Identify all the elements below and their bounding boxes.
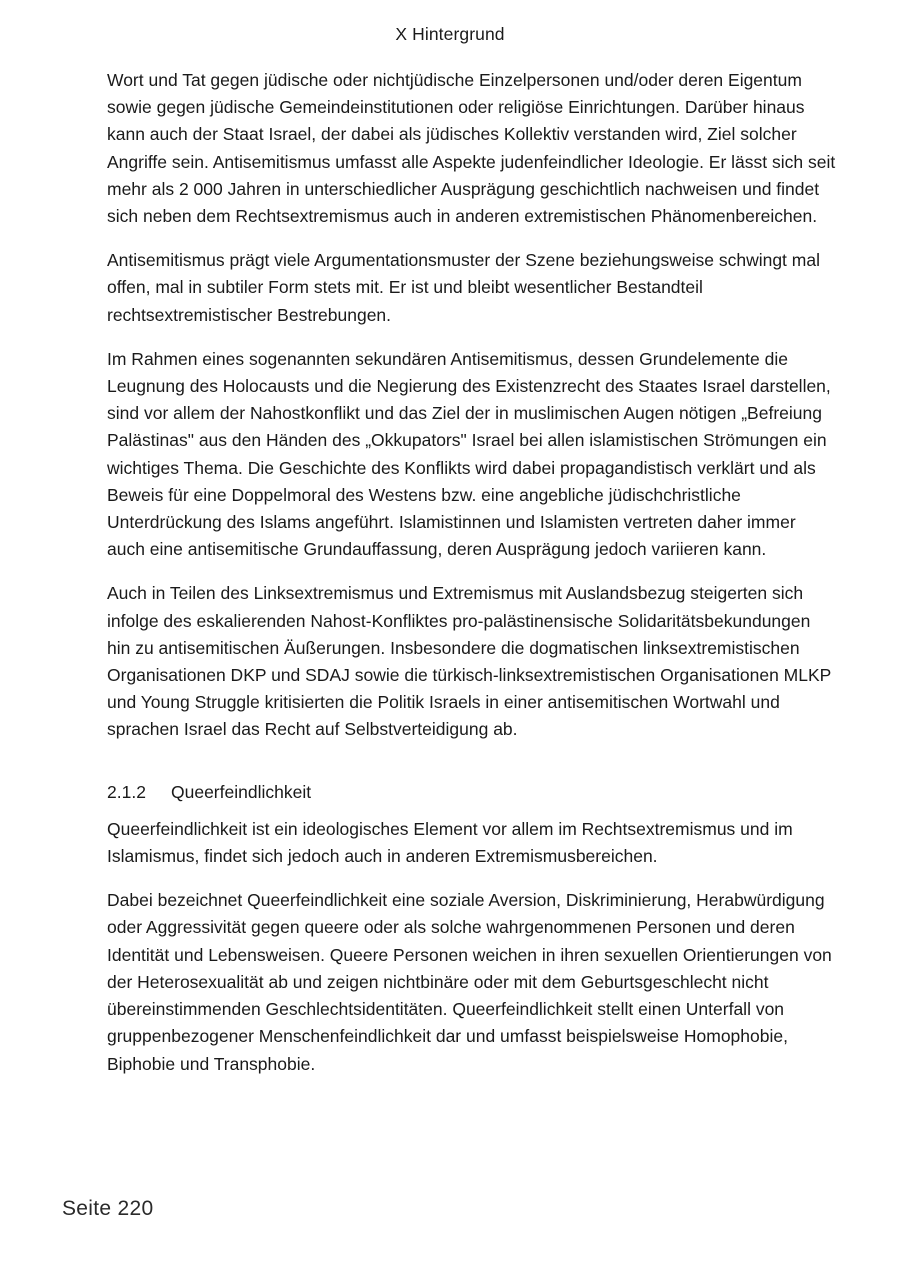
page-number: Seite 220 — [62, 1197, 154, 1220]
paragraph-secondary-antisemitism: Im Rahmen eines sogenannten sekundären Antisemitismus, dessen Grundelemente die Leugnung des Holocausts und die Negierung des Existenzrecht des Staates Israel darstellen, sind vor allem der Nahostkonflikt und das Ziel der in muslimischen Augen nötigen „Befreiung Palästinas" aus den Händen des „Okkupators" Israel bei allen islamistischen Strömungen ein wichtiges Thema. Die Geschichte des Konflikts wird dabei propagandistisch verklärt und als Beweis für eine Doppelmoral des Westens bzw. eine angebliche jüdischchristliche Unterdrückung des Islams angeführt. Islamistinnen und Islamisten vertreten daher immer auch eine antisemitische Grundauffassung, deren Ausprägung jedoch variieren kann. — [107, 348, 831, 560]
paragraph-antisemitism-definition: Wort und Tat gegen jüdische oder nichtjüdische Einzelpersonen und/oder deren Eigentum sowie gegen jüdische Gemeindeinstitutionen oder religiöse Einrichtungen. Darüber hinaus kann auch der Staat Israel, der dabei als jüdisches Kollektiv verstanden wird, Ziel solcher Angriffe sein. Antisemitismus umfasst alle Aspekte judenfeindlicher Ideologie. Er lässt sich seit mehr als 2 000 Jahren in unterschiedlicher Ausprägung geschichtlich nachweisen und findet sich neben dem Rechtsextremismus auch in anderen extremistischen Phänomenbereichen. — [107, 70, 836, 227]
paragraph-left-extremism: Auch in Teilen des Linksextremismus und Extremismus mit Auslandsbezug steigerten sich infolge des eskalierenden Nahost-Konfliktes pro-palästinensische Solidaritätsbekundungen hin zu antisemitischen Äußerungen. Insbesondere die dogmatischen linksextremistischen Organisationen DKP und SDAJ sowie die türkisch-linksextremistischen Organisationen MLKP und Young Struggle kritisierten die Politik Israels in einer antisemitischen Wortwahl und sprachen Israel das Recht auf Selbstverteidigung ab. — [107, 583, 832, 740]
body-text — [107, 67, 837, 1095]
section-title: Queerfeindlichkeit — [171, 781, 312, 802]
running-header: X Hintergrund — [395, 24, 505, 44]
paragraph-queerphobia-definition: Dabei bezeichnet Queerfeindlichkeit eine soziale Aversion, Diskriminierung, Herabwürdigung oder Aggressivität gegen queere oder als solche wahrgenommenen Personen und deren Identität und Lebensweisen. Queere Personen weichen in ihren sexuellen Orientierungen von der Heterosexualität ab und zeigen nichtbinäre oder mit dem Geburtsgeschlecht nicht übereinstimmenden Geschlechtsidentitäten. Queerfeindlichkeit stellt einen Unterfall von gruppenbezogener Menschenfeindlichkeit dar und umfasst beispielsweise Homophobie, Biphobie und Transphobie. — [107, 890, 832, 1074]
paragraph-antisemitism-argumentation: Antisemitismus prägt viele Argumentationsmuster der Szene beziehungsweise schwingt mal offen, mal in subtiler Form stets mit. Er ist und bleibt wesentlicher Bestandteil rechtsextremistischer Bestrebungen. — [107, 250, 820, 325]
section-number: 2.1.2 — [107, 781, 146, 802]
section-heading — [107, 779, 837, 806]
paragraph-queerphobia-intro: Queerfeindlichkeit ist ein ideologisches Element vor allem im Rechtsextremismus und im Islamismus, findet sich jedoch auch in anderen Extremismusbereichen. — [107, 818, 793, 867]
